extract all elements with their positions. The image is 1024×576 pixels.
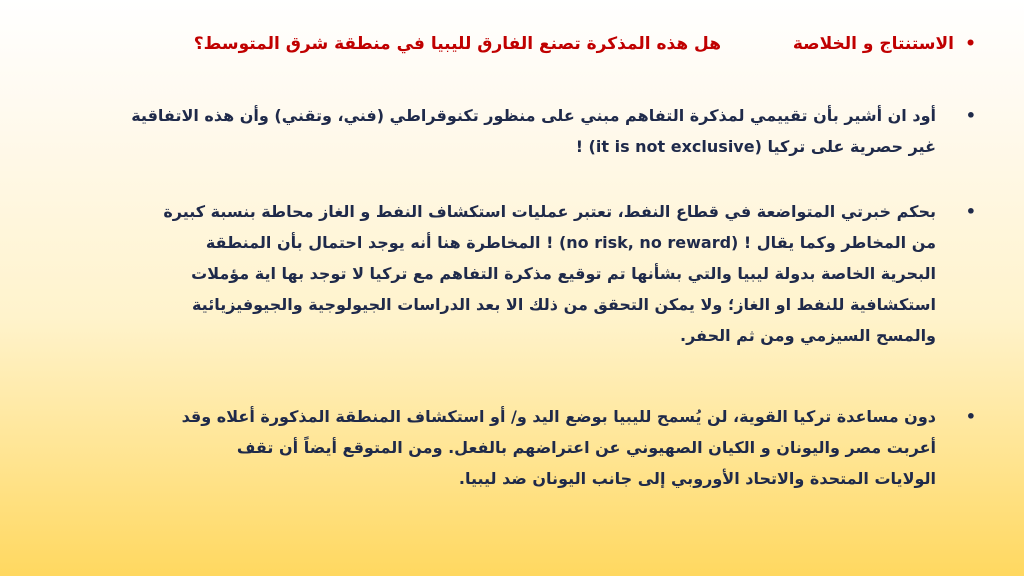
text-line: أود ان أشير بأن تقييمي لمذكرة التفاهم مبني على منظور تكنوقراطي (فني، وتقني) وأن هذه الاتفاقية — [131, 106, 936, 125]
bullet-marker: • — [965, 407, 976, 426]
text-line: البحرية الخاصة بدولة ليبيا والتي بشأنها تم توقيع مذكرة التفاهم مع تركيا لا توجد بها اية مؤملات — [191, 264, 936, 283]
bullet-text-1 — [100, 100, 936, 162]
text-line: بحكم خبرتي المتواضعة في قطاع النفط، تعتبر عمليات استكشاف النفط و الغاز محاطة بنسبة كبيرة — [163, 202, 936, 221]
slide-header — [193, 34, 976, 64]
text-line: غير حصرية على تركيا (it is not exclusive) ! — [575, 137, 936, 156]
bullet-text-2 — [100, 196, 936, 351]
bullet-item-3 — [100, 401, 976, 494]
bullet-marker: • — [965, 202, 976, 221]
bullet-item-1 — [100, 100, 976, 162]
bullet-marker: • — [965, 106, 976, 125]
section-title: الاستنتاج و الخلاصة — [792, 34, 954, 54]
text-line: أعربت مصر واليونان و الكيان الصهيوني عن اعتراضهم بالفعل. ومن المتوقع أيضاً أن تقف — [236, 438, 936, 457]
bullet-item-2 — [100, 196, 976, 351]
slide-body — [100, 100, 976, 494]
header-bullet: • — [965, 34, 976, 54]
text-line: من المخاطر وكما يقال ! (no risk, no reward) ! المخاطرة هنا أنه يوجد احتمال بأن المنطقة — [205, 233, 936, 252]
text-line: دون مساعدة تركيا القوية، لن يُسمح لليبيا بوضع اليد و/ أو استكشاف المنطقة المذكورة أعلاه وقد — [181, 407, 936, 426]
slide-question: هل هذه المذكرة تصنع الفارق لليبيا في منطقة شرق المتوسط؟ — [193, 34, 721, 54]
text-line: والمسح السيزمي ومن ثم الحفر. — [680, 326, 936, 345]
text-line: استكشافية للنفط او الغاز؛ ولا يمكن التحقق من ذلك الا بعد الدراسات الجيولوجية والجيوفيزيائية — [191, 295, 936, 314]
bullet-text-3 — [100, 401, 936, 494]
text-line: الولايات المتحدة والاتحاد الأوروبي إلى جانب اليونان ضد ليبيا. — [458, 469, 936, 488]
